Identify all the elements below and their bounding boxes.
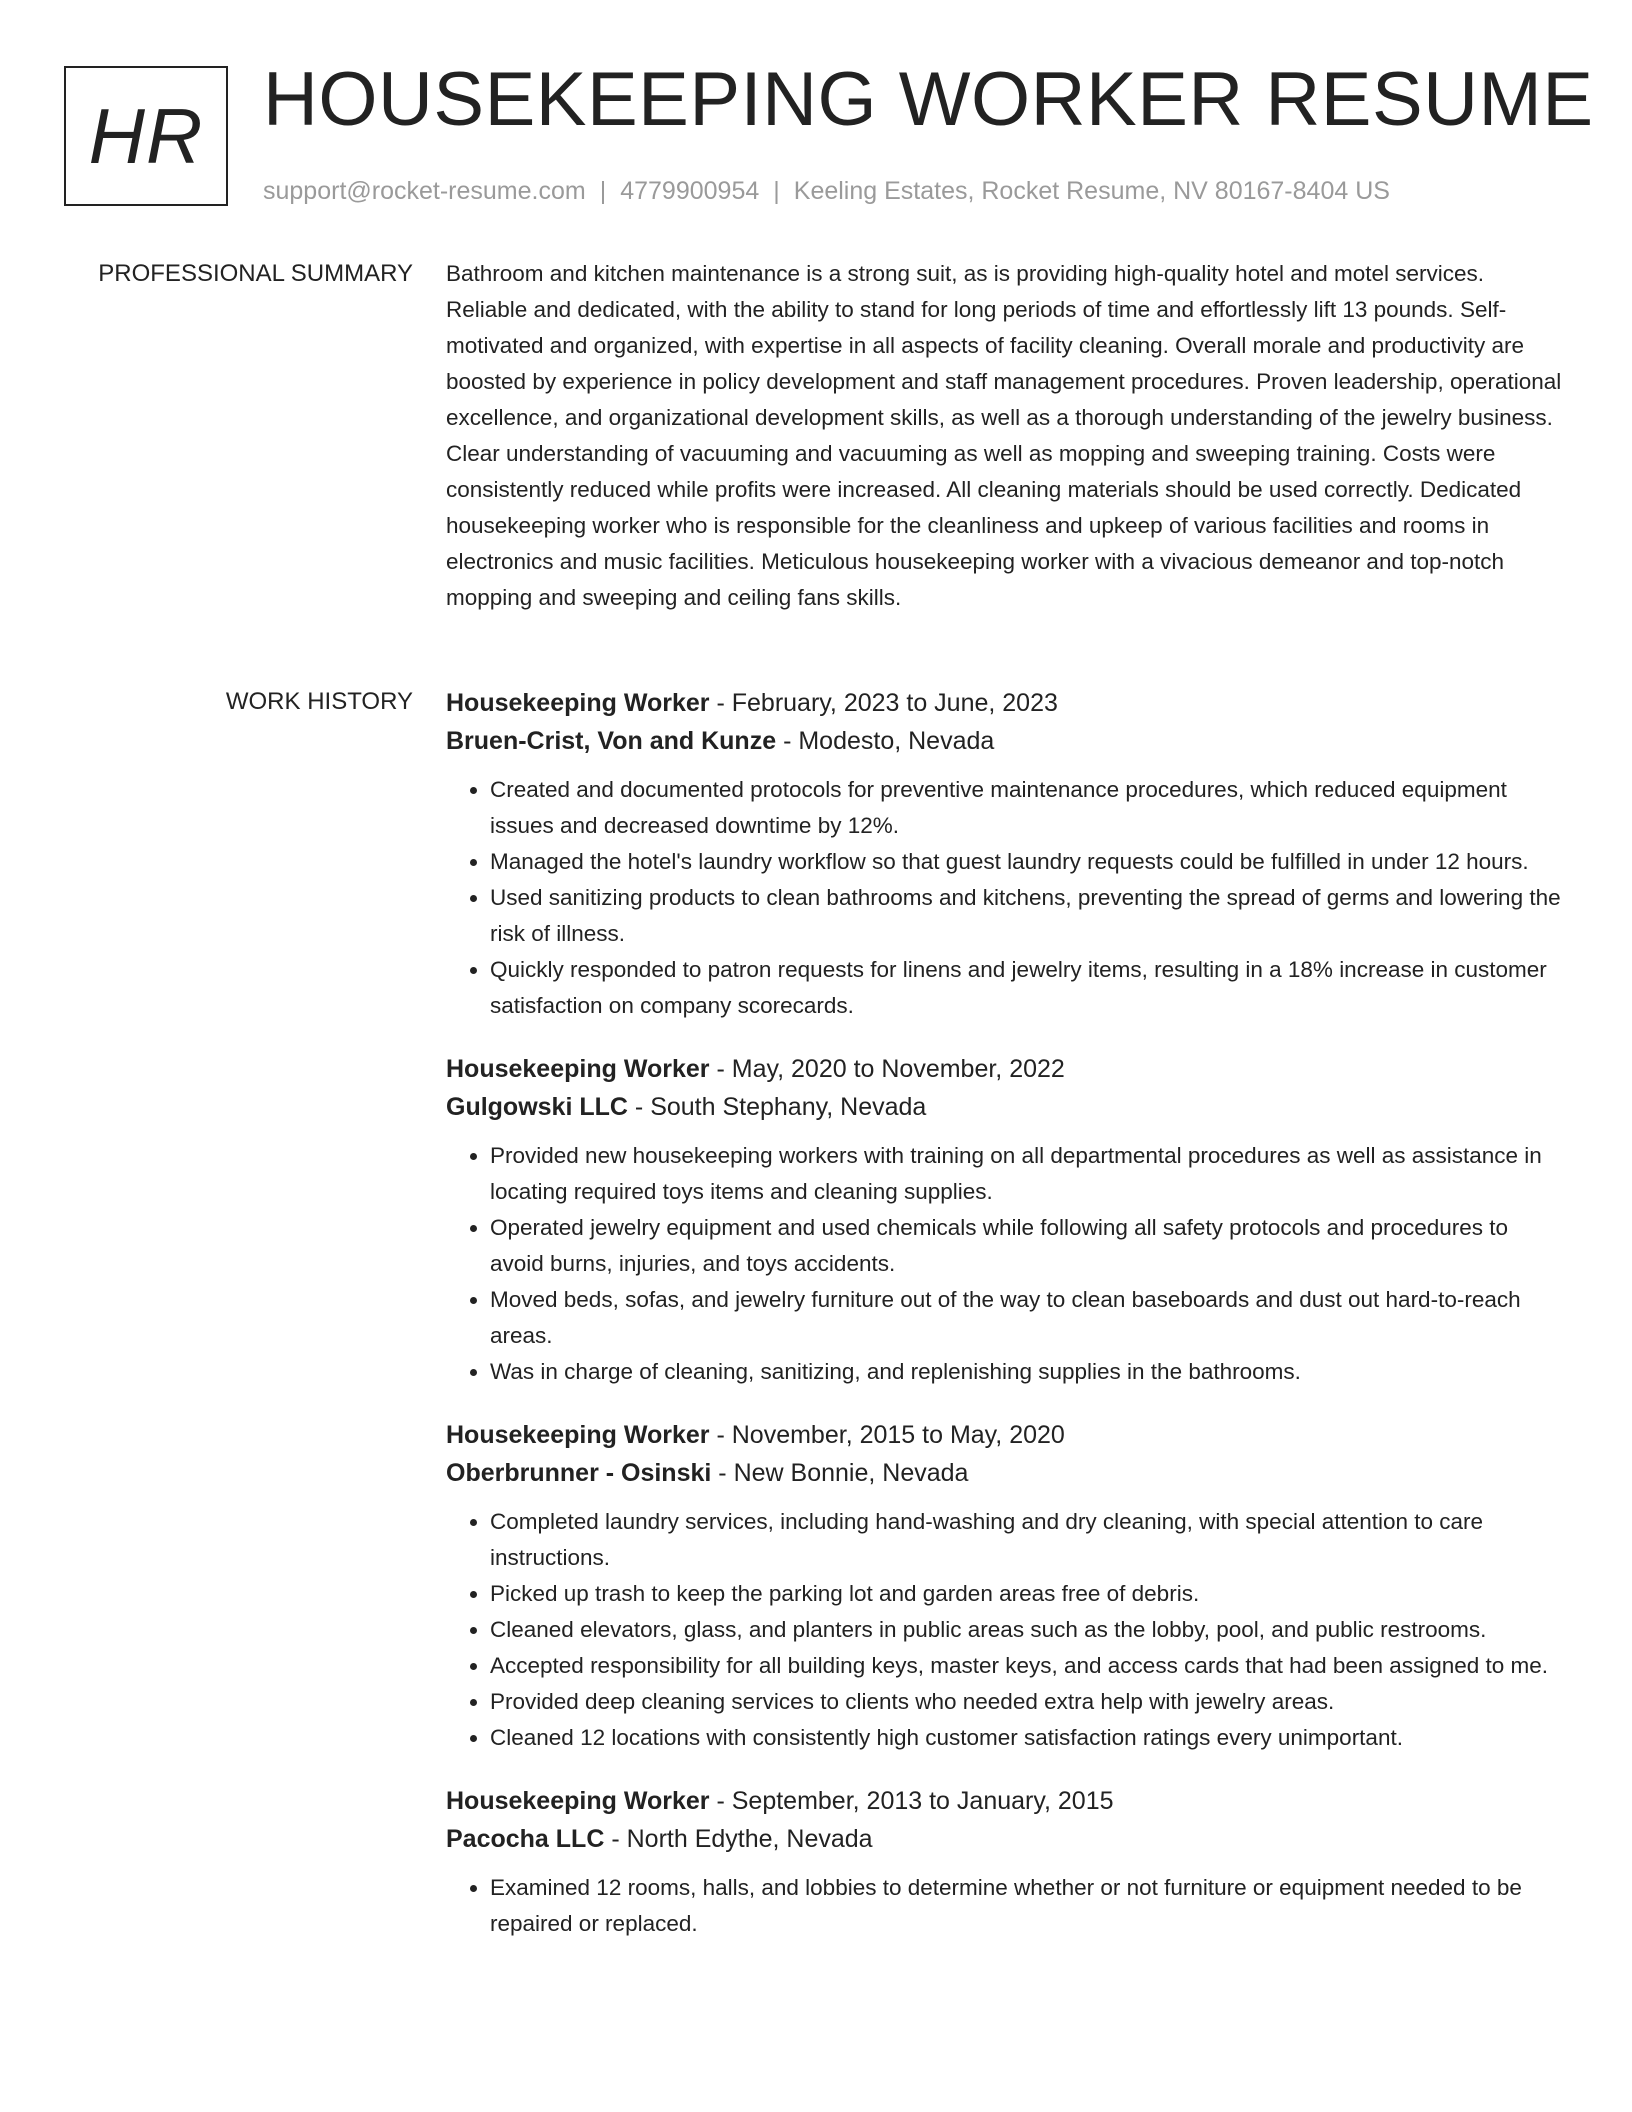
job-entry [446,1050,1566,1390]
job-bullet: • Operated jewelry equipment and used chemicals while following all safety protocols and procedures to avoid burns, injuries, and toys accidents. [490,1210,1566,1282]
job-bullet: • Examined 12 rooms, halls, and lobbies to determine whether or not furniture or equipment needed to be repaired or replaced. [490,1870,1566,1942]
job-bullet: • Provided new housekeeping workers with training on all departmental procedures as well as assistance in locating required toys items and cleaning supplies. [490,1138,1566,1210]
job-dates: November, 2015 to May, 2020 [731,1421,1065,1449]
job-bullet: • Cleaned elevators, glass, and planters in public areas such as the lobby, pool, and public restrooms. [490,1612,1566,1648]
job-entry [446,1782,1566,1942]
job-location: Modesto, Nevada [798,727,995,755]
job-company-line [446,1820,1566,1858]
job-title: Housekeeping Worker [446,1421,710,1449]
job-bullet: • Cleaned 12 locations with consistently high customer satisfaction ratings every unimportant. [490,1720,1566,1756]
summary-section-label: PROFESSIONAL SUMMARY [98,260,413,287]
job-title-line [446,1050,1566,1088]
job-company: Gulgowski LLC [446,1093,628,1121]
job-title: Housekeeping Worker [446,689,710,717]
job-location: North Edythe, Nevada [626,1825,873,1853]
job-title: Housekeeping Worker [446,1055,710,1083]
job-bullet: • Accepted responsibility for all building keys, master keys, and access cards that had been assigned to me. [490,1648,1566,1684]
job-bullet: • Provided deep cleaning services to clients who needed extra help with jewelry areas. [490,1684,1566,1720]
job-bullet: • Moved beds, sofas, and jewelry furniture out of the way to clean baseboards and dust out hard-to-reach areas. [490,1282,1566,1354]
job-company-line [446,722,1566,760]
job-title-line [446,684,1566,722]
work-history-section-label: WORK HISTORY [225,688,413,715]
job-dash: - [634,1093,644,1121]
job-bullet-list [446,1504,1566,1756]
work-history-body [446,684,1566,1968]
job-company-line [446,1088,1566,1126]
job-company: Oberbrunner - Osinski [446,1459,712,1487]
job-title: Housekeeping Worker [446,1787,710,1815]
contact-phone: 4779900954 [620,177,760,205]
job-dash: - [611,1825,620,1853]
job-dash: - [783,727,792,755]
job-dates: February, 2023 to June, 2023 [731,689,1058,717]
resume-title: HOUSEKEEPING WORKER RESUME [263,57,1594,142]
job-bullet-list [446,1138,1566,1390]
job-dash: - [716,689,725,717]
job-dates: September, 2013 to January, 2015 [731,1787,1114,1815]
job-dates: May, 2020 to November, 2022 [731,1055,1065,1083]
contact-separator: | [599,177,607,205]
job-company: Pacocha LLC [446,1825,605,1853]
job-location: New Bonnie, Nevada [733,1459,969,1487]
job-dash: - [716,1055,725,1083]
job-bullet: • Managed the hotel's laundry workflow so that guest laundry requests could be fulfilled in under 12 hours. [490,844,1566,880]
job-title-line [446,1416,1566,1454]
job-dash: - [716,1421,725,1449]
job-bullet-list [446,1870,1566,1942]
job-title-line [446,1782,1566,1820]
summary-text: Bathroom and kitchen maintenance is a strong suit, as is providing high-quality hotel and motel services. Reliable and dedicated, with the ability to stand for long periods of time and effortlessly lift 13 pounds. Self-motivated and organized, with expertise in all aspects of facility cleaning. Overall morale and productivity are boosted by experience in policy development and staff management procedures. Proven leadership, operational excellence, and organizational development skills, as well as a thorough understanding of the jewelry business. Clear understanding of vacuuming and vacuuming as well as mopping and sweeping training. Costs were consistently reduced while profits were increased. All cleaning materials should be used correctly. Dedicated housekeeping worker who is responsible for the cleanliness and upkeep of various facilities and rooms in electronics and music facilities. Meticulous housekeeping worker with a vivacious demeanor and top-notch mopping and sweeping and ceiling fans skills. [446,261,1562,610]
job-company-line [446,1454,1566,1492]
job-dash: - [718,1459,727,1487]
job-entry [446,684,1566,1024]
job-bullet: • Quickly responded to patron requests for linens and jewelry items, resulting in a 18% increase in customer satisfaction on company scorecards. [490,952,1566,1024]
job-bullet: • Completed laundry services, including hand-washing and dry cleaning, with special attention to care instructions. [490,1504,1566,1576]
job-bullet: • Created and documented protocols for preventive maintenance procedures, which reduced equipment issues and decreased downtime by 12%. [490,772,1566,844]
job-company: Bruen-Crist, Von and Kunze [446,727,777,755]
job-location: South Stephany, Nevada [650,1093,927,1121]
monogram-logo: HR [64,66,228,206]
summary-body [446,256,1566,616]
contact-separator: | [773,177,780,205]
job-dash: - [716,1787,725,1815]
job-bullet: • Used sanitizing products to clean bathrooms and kitchens, preventing the spread of germs and lowering the risk of illness. [490,880,1566,952]
contact-address: Keeling Estates, Rocket Resume, NV 80167-8404 US [793,177,1390,205]
job-entry [446,1416,1566,1756]
contact-email: support@rocket-resume.com [263,177,586,205]
job-bullet-list [446,772,1566,1024]
contact-line [263,176,1390,206]
job-bullet: • Picked up trash to keep the parking lot and garden areas free of debris. [490,1576,1566,1612]
job-bullet: • Was in charge of cleaning, sanitizing, and replenishing supplies in the bathrooms. [490,1354,1566,1390]
